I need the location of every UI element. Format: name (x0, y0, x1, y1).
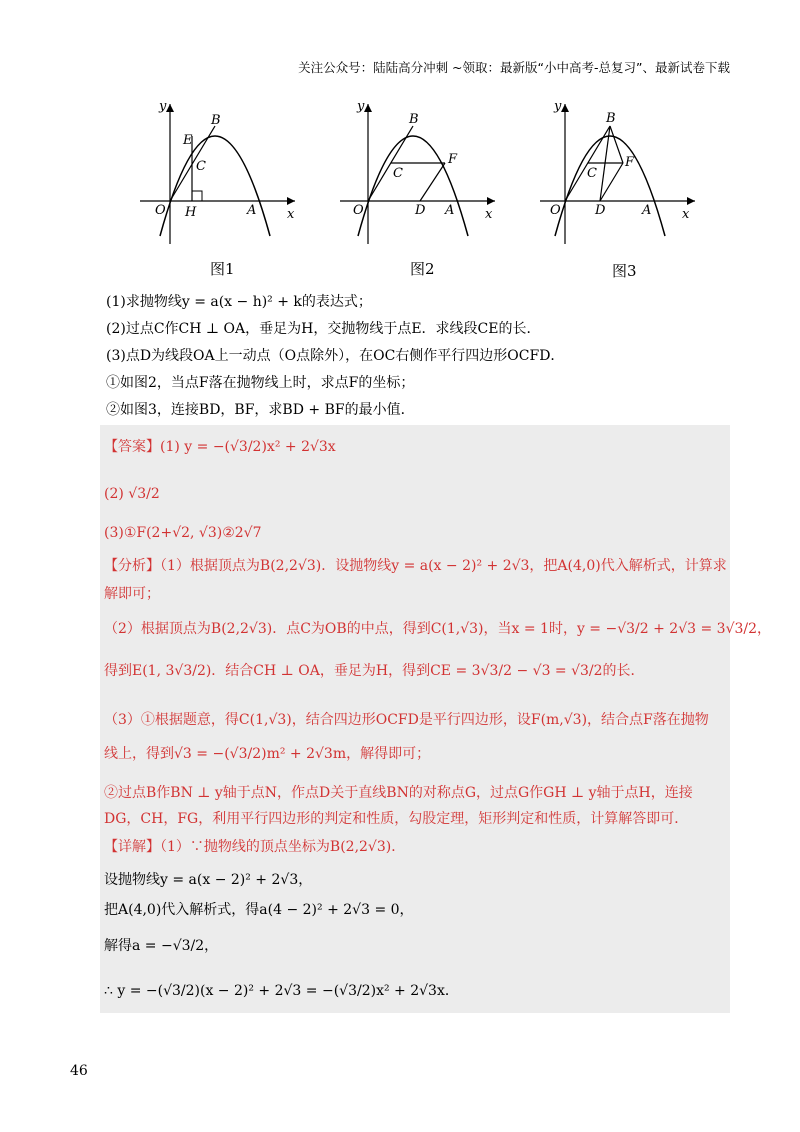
question-3-2: ②如图3，连接BD，BF，求BD + BF的最小值． (106, 402, 415, 418)
answer-line-3: (3)①F(2+√2, √3)②2√7 (104, 525, 262, 541)
fig1-c-label: C (196, 159, 206, 174)
fig2-d-label: D (415, 203, 426, 218)
figure-2 (335, 96, 505, 246)
analysis-line-8: DG，CH，FG，利用平行四边形的判定和性质，勾股定理，矩形判定和性质，计算解答即可． (104, 811, 689, 827)
fig2-c-label: C (393, 166, 403, 181)
analysis-line-7: ②过点B作BN ⊥ y轴于点N，作点D关于直线BN的对称点G，过点G作GH ⊥ y轴于点H，连接 (104, 785, 693, 801)
figure-2-caption: 图2 (410, 260, 435, 278)
analysis-line-6: 线上，得到√3 = −(√3/2)m² + 2√3m，解得即可； (104, 746, 431, 762)
fig2-f-label: F (448, 152, 458, 167)
answer-line-2: (2) √3/2 (104, 486, 160, 502)
question-1: (1)求抛物线y = a(x − h)² + k的表达式； (106, 294, 372, 310)
analysis-line-5: （3）①根据题意，得C(1,√3)，结合四边形OCFD是平行四边形，设F(m,√3)，结合点F落在抛物 (104, 712, 709, 728)
fig1-a-label: A (247, 203, 257, 218)
analysis-line-1: 【分析】（1）根据顶点为B(2,2√3)．设抛物线y = a(x − 2)² + 2√3，把A(4,0)代入解析式，计算求 (104, 558, 727, 574)
fig3-f-label: F (625, 155, 635, 170)
detail-line-1: 【详解】（1）∵抛物线的顶点坐标为B(2,2√3)． (104, 839, 406, 855)
fig3-d-label: D (595, 203, 606, 218)
question-3-1: ①如图2，当点F落在抛物线上时，求点F的坐标； (106, 375, 415, 391)
fig2-y-label: y (357, 99, 365, 114)
analysis-line-2: 解即可； (104, 586, 160, 602)
detail-line-3: 把A(4,0)代入解析式，得a(4 − 2)² + 2√3 = 0， (104, 902, 414, 918)
fig2-x-label: x (485, 207, 493, 222)
analysis-line-3: （2）根据顶点为B(2,2√3)．点C为OB的中点，得到C(1,√3)，当x = 1时，y = −√3/2 + 2√3 = 3√3/2， (104, 621, 772, 637)
fig1-x-label: x (287, 207, 295, 222)
fig3-x-label: x (682, 207, 690, 222)
fig3-o-label: O (550, 203, 561, 218)
fig2-a-label: A (445, 203, 455, 218)
detail-line-4: 解得a = −√3/2， (104, 938, 219, 954)
fig2-o-label: O (353, 203, 364, 218)
page-number: 46 (70, 1063, 88, 1079)
figure-3-caption: 图3 (612, 262, 637, 280)
fig2-b-label: B (409, 112, 419, 127)
fig1-e-label: E (183, 133, 193, 148)
question-2: (2)过点C作CH ⊥ OA，垂足为H，交抛物线于点E．求线段CE的长． (106, 321, 541, 337)
fig3-b-label: B (606, 111, 616, 126)
fig1-b-label: B (211, 113, 221, 128)
fig3-c-label: C (587, 166, 597, 181)
figure-3 (535, 96, 705, 246)
fig3-a-label: A (642, 203, 652, 218)
fig1-o-label: O (155, 203, 166, 218)
fig1-y-label: y (159, 99, 167, 114)
detail-line-5: ∴ y = −(√3/2)(x − 2)² + 2√3 = −(√3/2)x² + 2√3x． (104, 983, 459, 999)
detail-line-2: 设抛物线y = a(x − 2)² + 2√3， (104, 872, 313, 888)
fig3-y-label: y (554, 99, 562, 114)
analysis-line-4: 得到E(1, 3√3/2)．结合CH ⊥ OA，垂足为H，得到CE = 3√3/2 − √3 = √3/2的长． (104, 663, 645, 679)
figure-1-caption: 图1 (210, 260, 235, 278)
figure-1 (135, 96, 305, 246)
question-3: (3)点D为线段OA上一动点（O点除外），在OC右侧作平行四边形OCFD． (106, 348, 565, 364)
fig1-h-label: H (185, 205, 197, 220)
answer-line-1: 【答案】(1) y = −(√3/2)x² + 2√3x (104, 439, 336, 455)
page-header: 关注公众号：陆陆高分冲刺 ~领取：最新版“小中高考-总复习”、最新试卷下载 (298, 60, 730, 75)
